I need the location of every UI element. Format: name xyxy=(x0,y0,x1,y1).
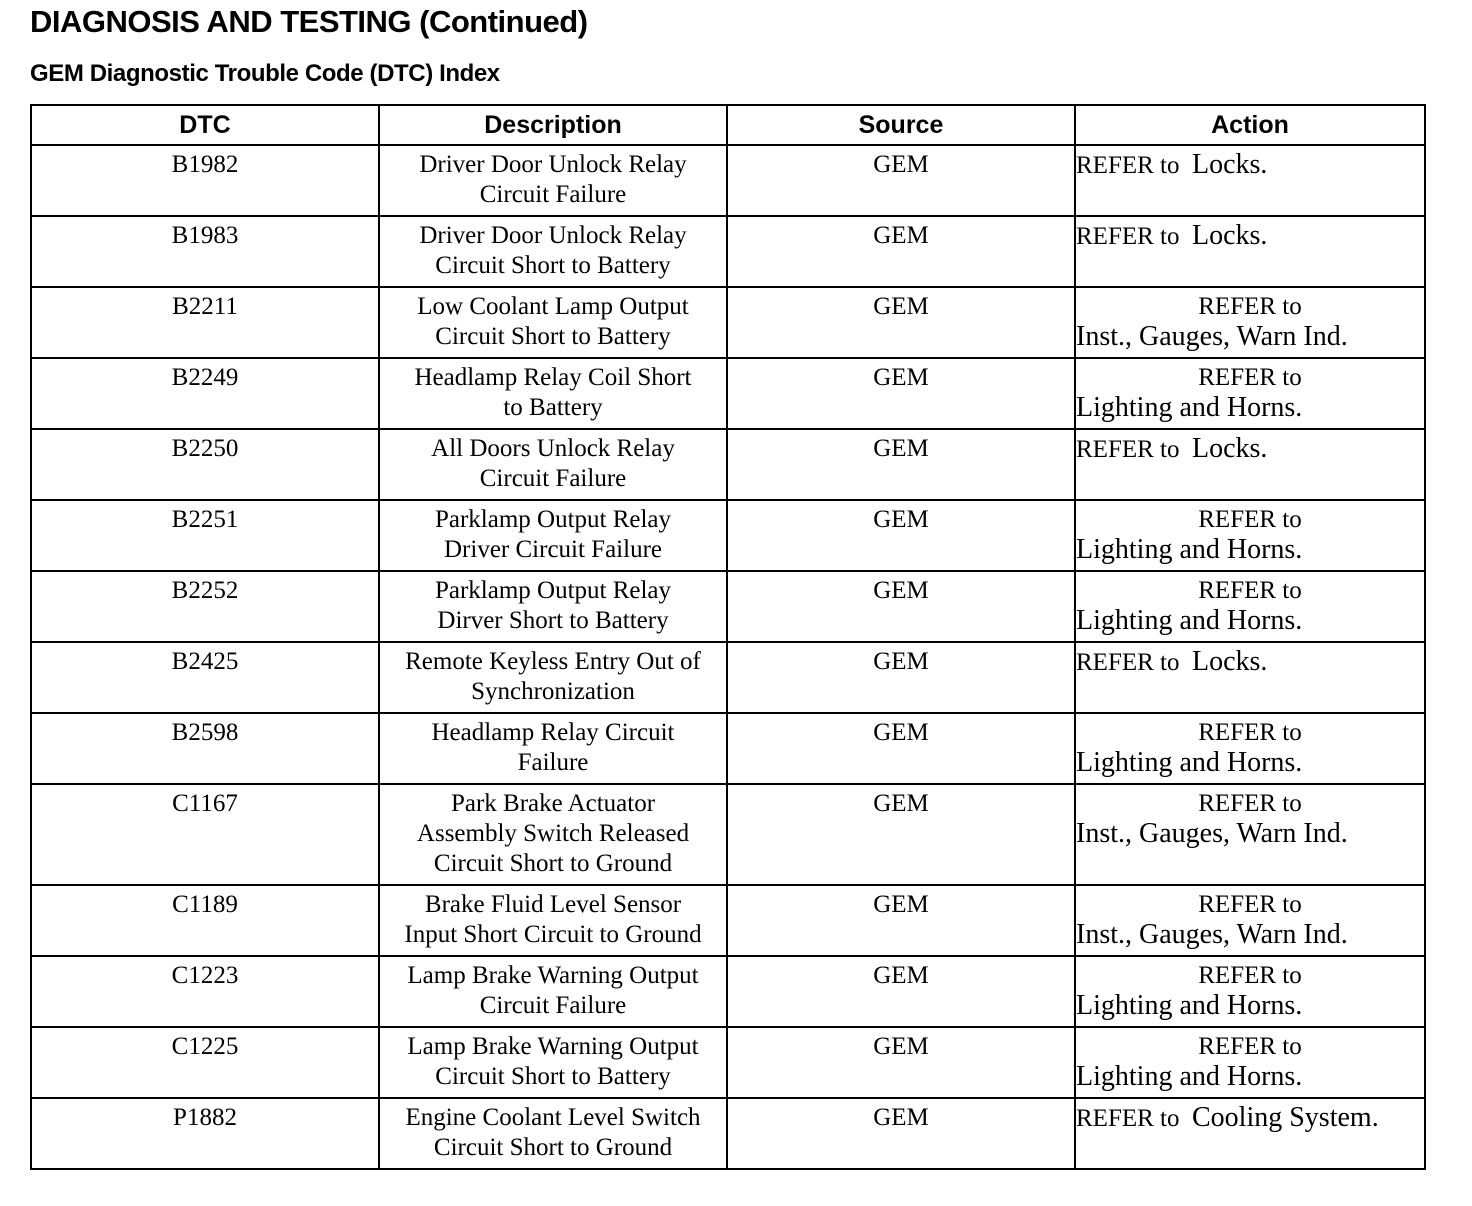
description-line: to Battery xyxy=(503,394,603,421)
dtc-code-cell: P1882 xyxy=(31,1098,379,1169)
table-row xyxy=(31,500,1425,571)
description-line: Assembly Switch Released xyxy=(416,820,690,847)
source-cell: GEM xyxy=(727,784,1075,885)
description-cell xyxy=(379,500,727,571)
action-cell xyxy=(1075,713,1425,784)
description-cell xyxy=(379,642,727,713)
source-cell: GEM xyxy=(727,429,1075,500)
dtc-code-cell: B2252 xyxy=(31,571,379,642)
description-line: Circuit Short to Ground xyxy=(433,850,673,877)
action-target-text: Locks. xyxy=(1192,220,1268,251)
source-cell: GEM xyxy=(727,571,1075,642)
header-action: Action xyxy=(1075,105,1425,145)
description-cell xyxy=(379,784,727,885)
description-line: Circuit Short to Battery xyxy=(435,323,671,350)
description-cell xyxy=(379,956,727,1027)
action-target-text: Lighting and Horns. xyxy=(1076,534,1303,565)
table-row xyxy=(31,1027,1425,1098)
description-line: Headlamp Relay Circuit xyxy=(431,719,675,746)
dtc-code-cell: B2249 xyxy=(31,358,379,429)
description-line: Engine Coolant Level Switch xyxy=(405,1104,701,1131)
table-row xyxy=(31,1098,1425,1169)
table-row xyxy=(31,956,1425,1027)
description-line: Circuit Failure xyxy=(479,465,627,492)
table-row xyxy=(31,571,1425,642)
action-refer-text: REFER to xyxy=(1198,790,1302,817)
description-cell xyxy=(379,571,727,642)
dtc-code-cell: C1189 xyxy=(31,885,379,956)
header-dtc: DTC xyxy=(31,105,379,145)
description-cell xyxy=(379,287,727,358)
description-line: Driver Door Unlock Relay xyxy=(419,222,687,249)
source-cell: GEM xyxy=(727,358,1075,429)
table-row xyxy=(31,287,1425,358)
table-row xyxy=(31,713,1425,784)
description-line: Lamp Brake Warning Output xyxy=(407,1033,699,1060)
description-line: Low Coolant Lamp Output xyxy=(417,293,689,320)
action-refer-text: REFER to xyxy=(1076,223,1180,250)
source-cell: GEM xyxy=(727,1098,1075,1169)
description-cell xyxy=(379,1027,727,1098)
description-line: Driver Circuit Failure xyxy=(444,536,662,563)
action-cell xyxy=(1075,429,1425,500)
description-line: Headlamp Relay Coil Short xyxy=(414,364,692,391)
header-source: Source xyxy=(727,105,1075,145)
dtc-code-cell: B2250 xyxy=(31,429,379,500)
table-row xyxy=(31,429,1425,500)
dtc-code-cell: C1225 xyxy=(31,1027,379,1098)
action-target-text: Inst., Gauges, Warn Ind. xyxy=(1076,919,1348,950)
description-cell xyxy=(379,429,727,500)
description-line: Failure xyxy=(517,749,589,776)
action-refer-text: REFER to xyxy=(1198,577,1302,604)
description-line: Parklamp Output Relay xyxy=(434,506,672,533)
dtc-code-cell: C1167 xyxy=(31,784,379,885)
header-row xyxy=(31,105,1425,145)
action-target-text: Lighting and Horns. xyxy=(1076,747,1303,778)
action-cell xyxy=(1075,571,1425,642)
description-cell xyxy=(379,358,727,429)
action-cell xyxy=(1075,145,1425,216)
source-cell: GEM xyxy=(727,216,1075,287)
description-line: Circuit Short to Battery xyxy=(435,252,671,279)
source-cell: GEM xyxy=(727,500,1075,571)
description-line: Lamp Brake Warning Output xyxy=(407,962,699,989)
action-target-text: Locks. xyxy=(1192,646,1268,677)
source-cell: GEM xyxy=(727,642,1075,713)
description-cell xyxy=(379,216,727,287)
action-target-text: Lighting and Horns. xyxy=(1076,605,1303,636)
description-line: Circuit Failure xyxy=(479,181,627,208)
source-cell: GEM xyxy=(727,1027,1075,1098)
action-target-text: Lighting and Horns. xyxy=(1076,1061,1303,1092)
description-line: Remote Keyless Entry Out of xyxy=(405,648,701,675)
action-cell xyxy=(1075,784,1425,885)
description-line: Driver Door Unlock Relay xyxy=(419,151,687,178)
source-cell: GEM xyxy=(727,713,1075,784)
action-cell xyxy=(1075,216,1425,287)
dtc-code-cell: B2598 xyxy=(31,713,379,784)
action-refer-text: REFER to xyxy=(1076,152,1180,179)
action-cell xyxy=(1075,642,1425,713)
action-refer-text: REFER to xyxy=(1198,719,1302,746)
description-line: All Doors Unlock Relay xyxy=(431,435,675,462)
action-target-text: Lighting and Horns. xyxy=(1076,990,1303,1021)
description-line: Dirver Short to Battery xyxy=(437,607,669,634)
action-cell xyxy=(1075,885,1425,956)
dtc-code-cell: B2425 xyxy=(31,642,379,713)
dtc-code-cell: B2211 xyxy=(31,287,379,358)
dtc-code-cell: B1983 xyxy=(31,216,379,287)
action-cell xyxy=(1075,500,1425,571)
action-refer-text: REFER to xyxy=(1198,962,1302,989)
action-cell xyxy=(1075,1098,1425,1169)
action-refer-text: REFER to xyxy=(1076,1105,1180,1132)
table-row xyxy=(31,358,1425,429)
source-cell: GEM xyxy=(727,956,1075,1027)
description-line: Circuit Short to Ground xyxy=(433,1134,673,1161)
action-refer-text: REFER to xyxy=(1198,1033,1302,1060)
description-line: Circuit Failure xyxy=(479,992,627,1019)
header-description: Description xyxy=(379,105,727,145)
source-cell: GEM xyxy=(727,145,1075,216)
table-row xyxy=(31,216,1425,287)
action-cell xyxy=(1075,1027,1425,1098)
action-refer-text: REFER to xyxy=(1198,506,1302,533)
description-cell xyxy=(379,885,727,956)
dtc-code-cell: C1223 xyxy=(31,956,379,1027)
description-line: Input Short Circuit to Ground xyxy=(404,921,702,948)
action-target-text: Inst., Gauges, Warn Ind. xyxy=(1076,818,1348,849)
action-target-text: Inst., Gauges, Warn Ind. xyxy=(1076,321,1348,352)
action-target-text: Locks. xyxy=(1192,433,1268,464)
section-title: GEM Diagnostic Trouble Code (DTC) Index xyxy=(30,60,500,87)
action-refer-text: REFER to xyxy=(1198,891,1302,918)
description-line: Park Brake Actuator xyxy=(450,790,656,817)
table-row xyxy=(31,885,1425,956)
action-refer-text: REFER to xyxy=(1076,649,1180,676)
action-refer-text: REFER to xyxy=(1198,293,1302,320)
table-row xyxy=(31,145,1425,216)
dtc-index-table xyxy=(30,104,1426,1170)
table-row xyxy=(31,784,1425,885)
source-cell: GEM xyxy=(727,287,1075,358)
action-refer-text: REFER to xyxy=(1198,364,1302,391)
source-cell: GEM xyxy=(727,885,1075,956)
table-header xyxy=(31,105,1425,145)
action-target-text: Cooling System. xyxy=(1192,1102,1379,1133)
description-line: Synchronization xyxy=(471,678,635,705)
description-cell xyxy=(379,1098,727,1169)
description-cell xyxy=(379,145,727,216)
description-line: Parklamp Output Relay xyxy=(434,577,672,604)
action-cell xyxy=(1075,956,1425,1027)
table-row xyxy=(31,642,1425,713)
description-line: Brake Fluid Level Sensor xyxy=(424,891,682,918)
page-title: DIAGNOSIS AND TESTING (Continued) xyxy=(30,4,588,39)
description-line: Circuit Short to Battery xyxy=(435,1063,671,1090)
description-cell xyxy=(379,713,727,784)
dtc-code-cell: B2251 xyxy=(31,500,379,571)
table-body xyxy=(31,145,1425,1169)
action-cell xyxy=(1075,358,1425,429)
action-target-text: Locks. xyxy=(1192,149,1268,180)
action-refer-text: REFER to xyxy=(1076,436,1180,463)
action-target-text: Lighting and Horns. xyxy=(1076,392,1303,423)
action-cell xyxy=(1075,287,1425,358)
dtc-code-cell: B1982 xyxy=(31,145,379,216)
